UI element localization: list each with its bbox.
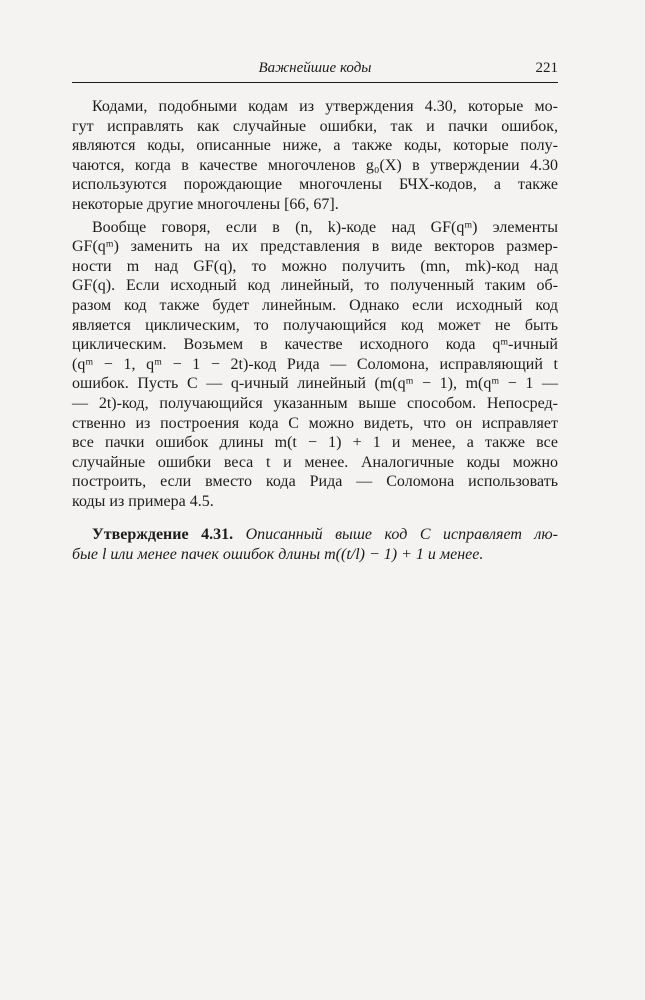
statement-text: Описанный выше код C исправляет лю-: [245, 526, 559, 544]
text-line: коды из примера 4.5.: [72, 492, 214, 510]
header-rule: [72, 82, 558, 83]
text-line: разом код также будет линейным. Однако если исходный код: [72, 296, 558, 314]
text-line: ности m над GF(q), то можно получить (mn, mk)-код над: [72, 257, 558, 275]
text-line: GF(q). Если исходный код линейный, то полученный таким об-: [72, 277, 558, 295]
text-line: некоторые другие многочлены [66, 67].: [72, 195, 339, 213]
text-line: случайные ошибки веса t и менее. Аналогичные коды можно: [72, 453, 558, 471]
statement-line-1: [72, 525, 558, 545]
text-line: Вообще говоря, если в (n, k)-коде над GF(qᵐ) элементы: [92, 218, 558, 236]
statement-label: Утверждение 4.31.: [92, 526, 234, 544]
running-header: [72, 58, 558, 80]
text-line: все пачки ошибок длины m(t − 1) + 1 и менее, а также все: [72, 434, 558, 452]
paragraph-1: [72, 97, 558, 215]
paragraph-2: [72, 218, 558, 512]
text-line: Кодами, подобными кодам из утверждения 4.30, которые мо-: [92, 98, 558, 115]
text-line: ошибок. Пусть C — q-ичный линейный (m(qᵐ − 1), m(qᵐ − 1 —: [72, 375, 558, 393]
text-line: являются коды, описанные ниже, а также коды, которые полу-: [72, 137, 558, 155]
text-line: чаются, когда в качестве многочленов g₀(X) в утверждении 4.30: [72, 156, 558, 174]
text-line: гут исправлять как случайные ошибки, так и пачки ошибок,: [72, 117, 558, 135]
text-line: построить, если вместо кода Рида — Соломона использовать: [72, 473, 558, 491]
running-header-title: Важнейшие коды: [258, 60, 372, 76]
text-line: ственно из построения кода C можно видеть, что он исправляет: [72, 414, 558, 432]
text-line: является циклическим, то получающийся код может не быть: [72, 316, 558, 334]
text-line: циклическим. Возьмем в качестве исходного кода qᵐ-ичный: [72, 336, 558, 354]
text-line: используются порождающие многочлены БЧХ-кодов, а также: [72, 176, 558, 194]
text-line: GF(qᵐ) заменить на их представления в виде векторов размер-: [72, 238, 558, 256]
page-number: 221: [535, 60, 558, 76]
statement-line-2: бые l или менее пачек ошибок длины m((t/l) − 1) + 1 и менее.: [72, 546, 484, 564]
statement-4-31: [72, 525, 558, 564]
text-line: — 2t)-код, получающийся указанным выше способом. Непосред-: [72, 394, 558, 412]
body-text: [72, 97, 558, 565]
text-line: (qᵐ − 1, qᵐ − 1 − 2t)-код Рида — Соломона, исправляющий t: [72, 355, 558, 373]
